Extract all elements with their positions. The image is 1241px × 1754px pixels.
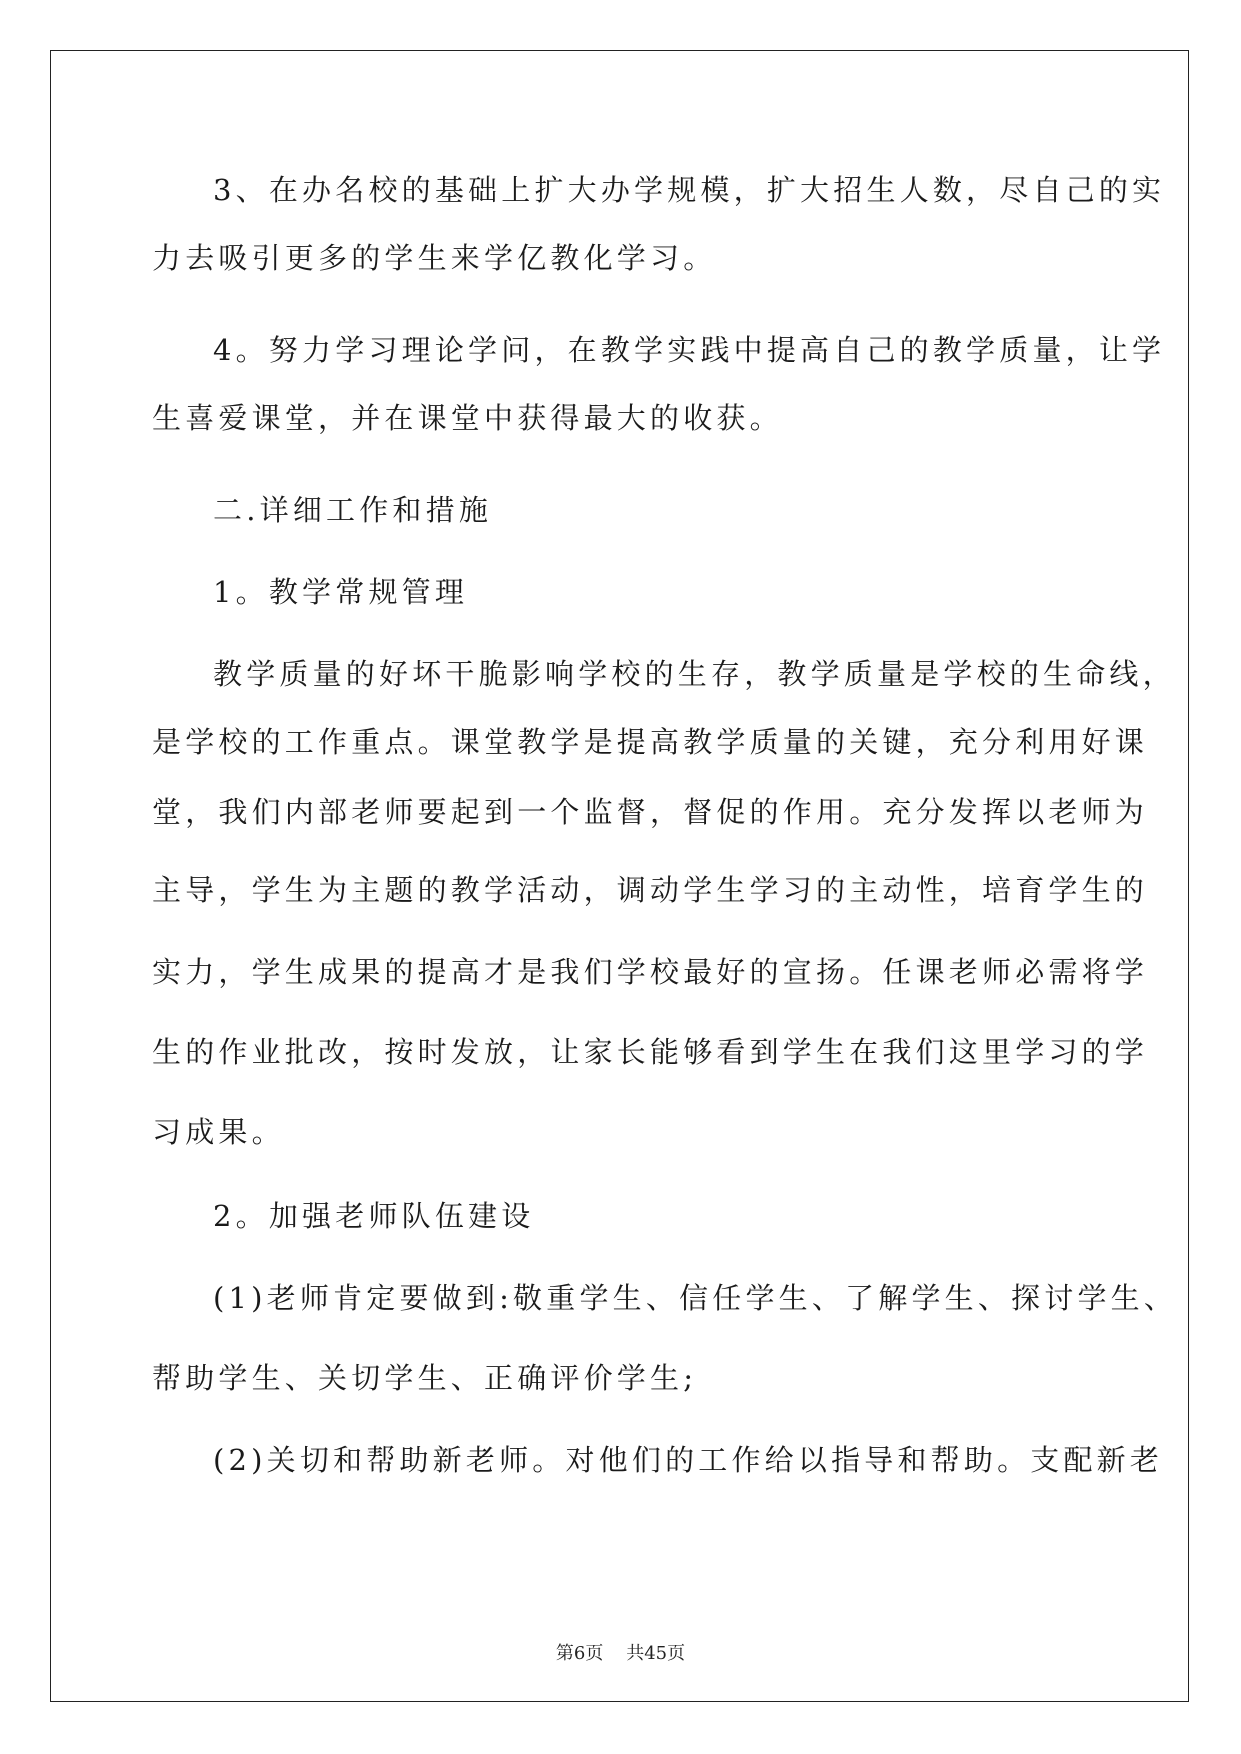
paragraph-line: 教学质量的好坏干脆影响学校的生存，教学质量是学校的生命线， xyxy=(213,657,1176,691)
paragraph-line: 是学校的工作重点。课堂教学是提高教学质量的关键，充分利用好课 xyxy=(152,725,1149,759)
paragraph-line: 4。努力学习理论学问，在教学实践中提高自己的教学质量，让学 xyxy=(213,333,1166,367)
paragraph-line: (2)关切和帮助新老师。对他们的工作给以指导和帮助。支配新老 xyxy=(213,1443,1164,1477)
paragraph-line: 习成果。 xyxy=(152,1115,285,1149)
page-total: 共45页 xyxy=(626,1643,686,1664)
paragraph-line: 3、在办名校的基础上扩大办学规模，扩大招生人数，尽自己的实 xyxy=(213,173,1166,207)
paragraph-line: 实力，学生成果的提高才是我们学校最好的宣扬。任课老师必需将学 xyxy=(152,955,1149,989)
paragraph-line: 堂，我们内部老师要起到一个监督，督促的作用。充分发挥以老师为 xyxy=(152,795,1149,829)
paragraph-line: 主导，学生为主题的教学活动，调动学生学习的主动性，培育学生的 xyxy=(152,873,1149,907)
paragraph-line: (1)老师肯定要做到:敬重学生、信任学生、了解学生、探讨学生、 xyxy=(213,1281,1178,1315)
paragraph-line: 生喜爱课堂，并在课堂中获得最大的收获。 xyxy=(152,401,783,435)
paragraph-line: 力去吸引更多的学生来学亿教化学习。 xyxy=(152,241,717,275)
page-footer xyxy=(0,1639,1241,1665)
paragraph-line: 帮助学生、关切学生、正确评价学生; xyxy=(152,1361,698,1395)
subsection-heading: 1。教学常规管理 xyxy=(213,575,469,609)
page-number: 第6页 xyxy=(555,1643,604,1664)
subsection-heading: 2。加强老师队伍建设 xyxy=(213,1199,535,1233)
paragraph-line: 生的作业批改，按时发放，让家长能够看到学生在我们这里学习的学 xyxy=(152,1035,1149,1069)
section-heading: 二.详细工作和措施 xyxy=(213,493,493,527)
